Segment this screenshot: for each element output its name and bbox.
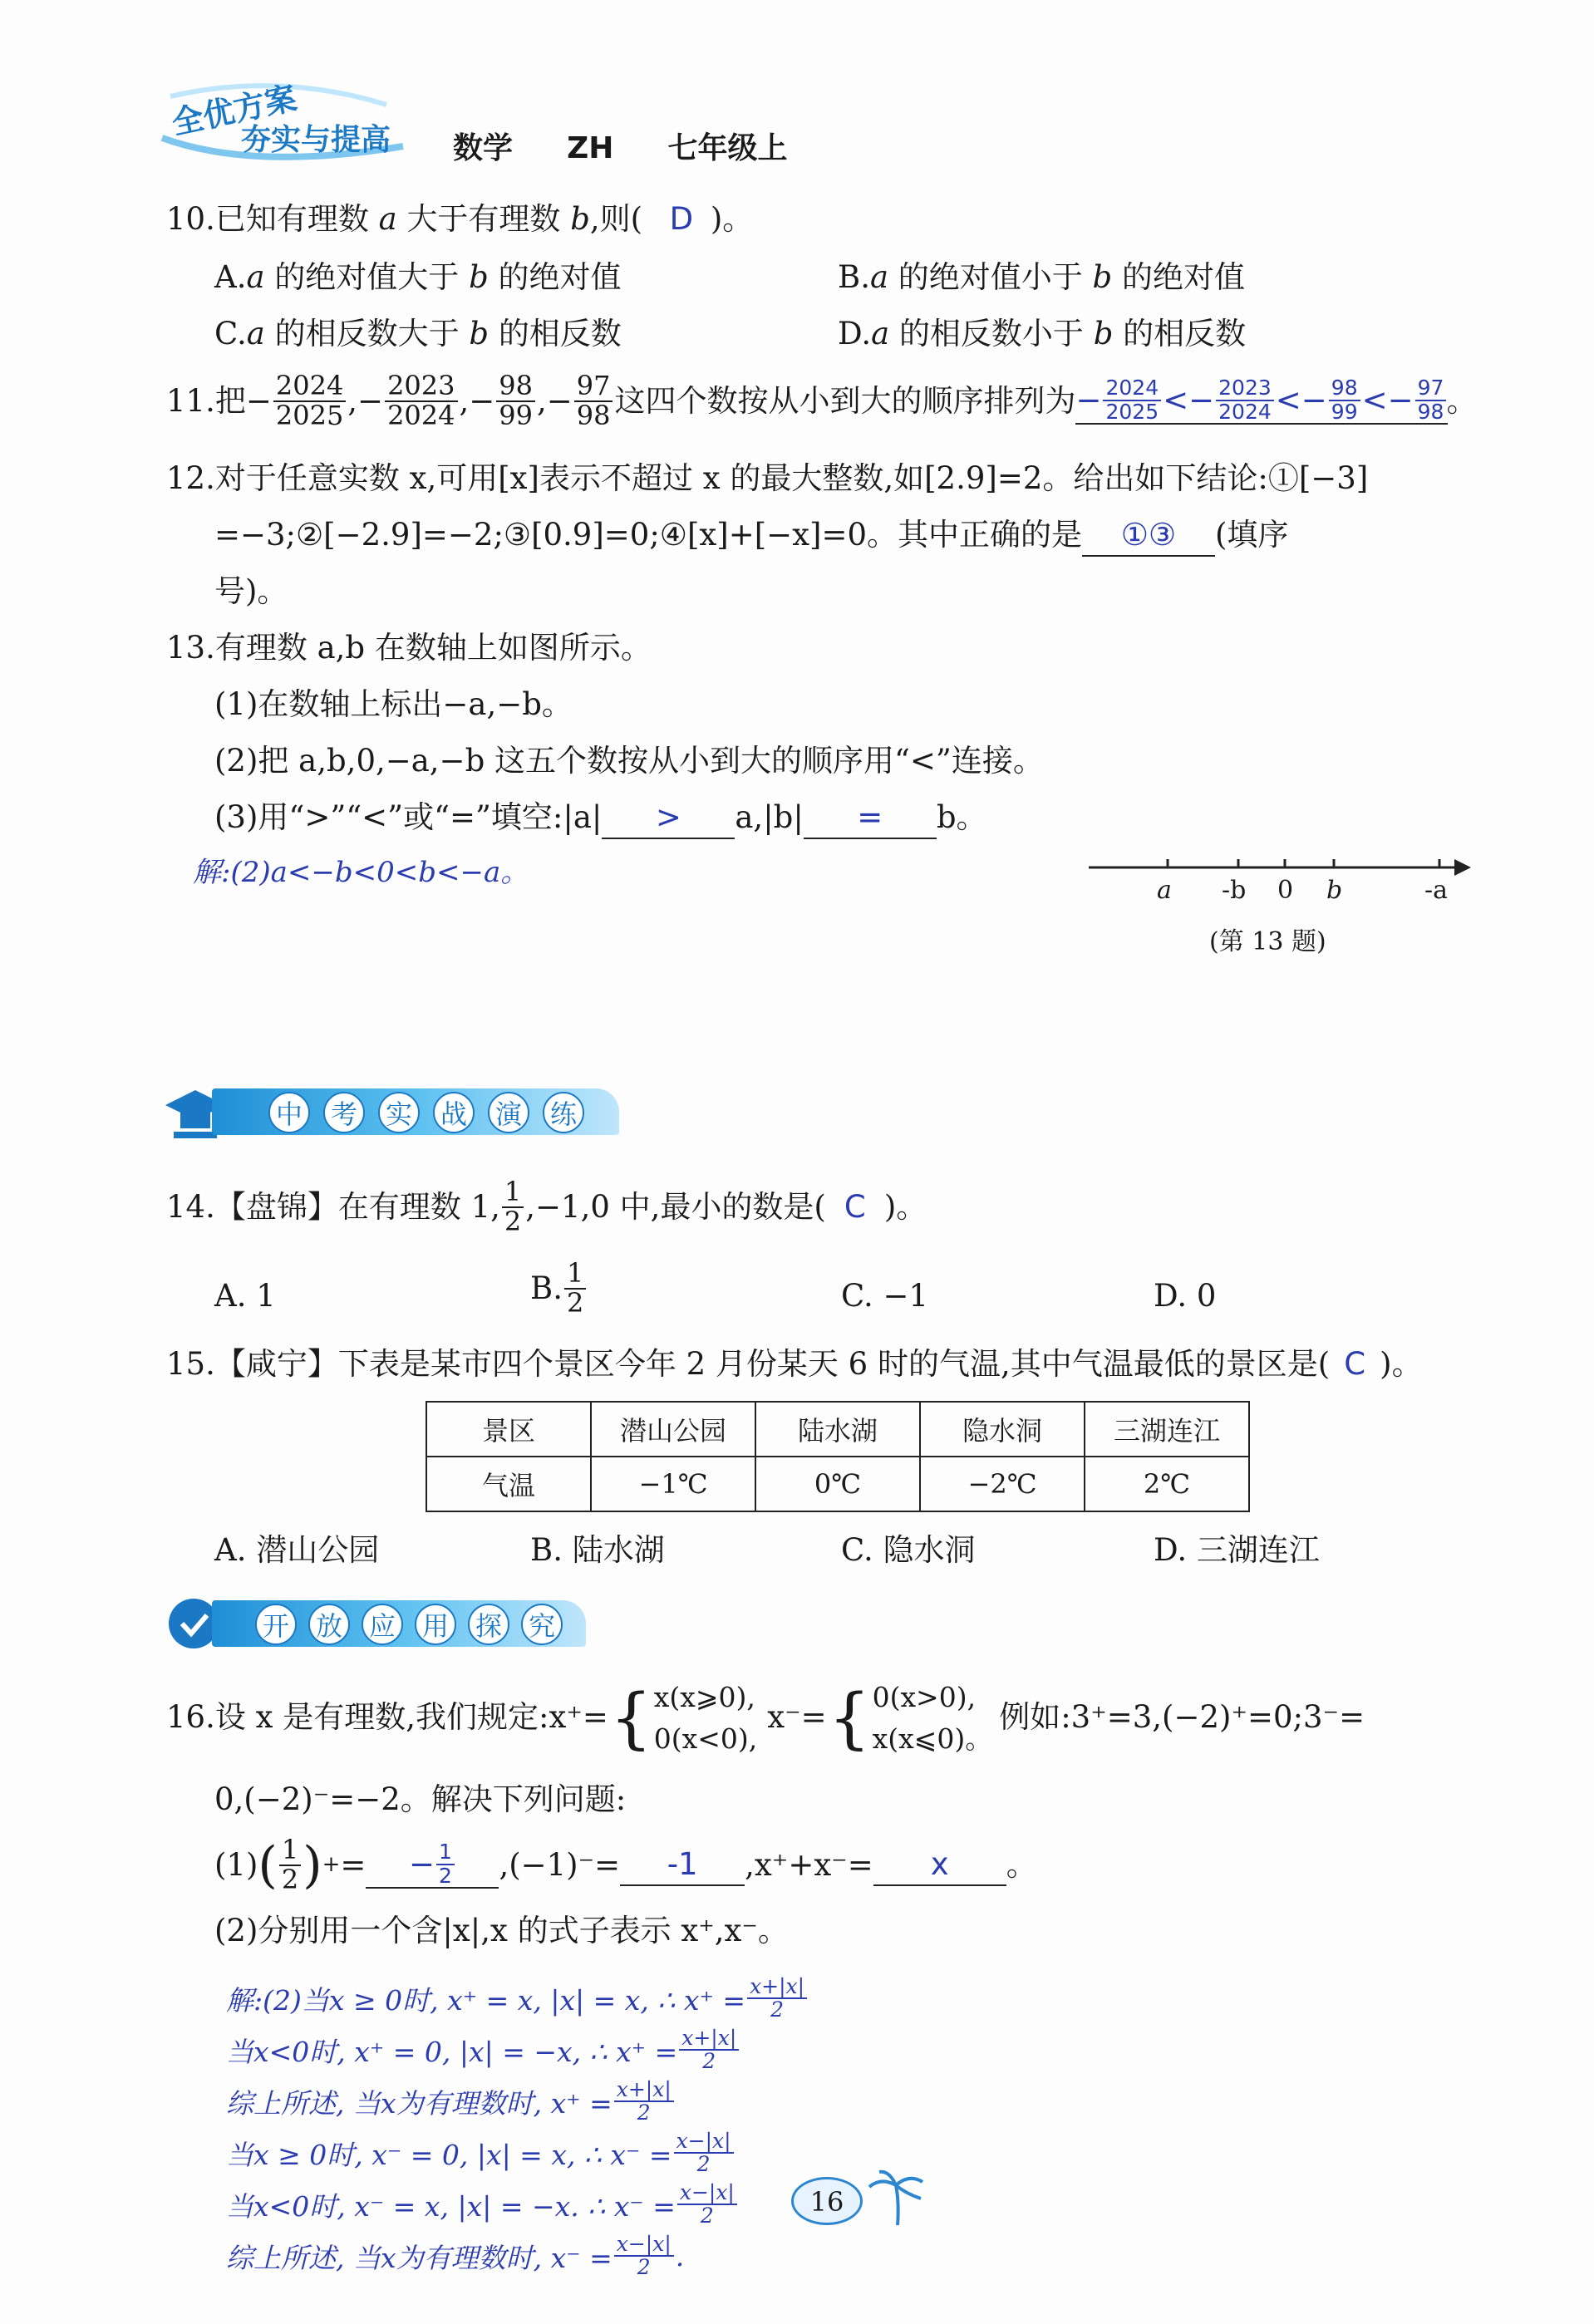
q11-fraction-2: $\frac{2023}{2024}$ <box>385 372 457 430</box>
grade: 七年级上 <box>667 131 788 165</box>
table-cell: 潜山公园 <box>591 1402 755 1457</box>
q15-table <box>426 1401 1250 1512</box>
q14-answer: C <box>844 1188 866 1225</box>
table-row <box>426 1457 1249 1511</box>
q15-option-d: D. 三湖连江 <box>1154 1532 1320 1568</box>
q14-half: $\frac{1}{2}$ <box>502 1178 524 1236</box>
banner-char: 究 <box>521 1604 563 1645</box>
case-minus-2: x(x⩽0)。 <box>872 1722 993 1755</box>
q14-option-d: D. 0 <box>1154 1278 1217 1314</box>
q15-option-c: C. 隐水洞 <box>841 1532 976 1568</box>
q10-option-c: C.a 的相反数大于 b 的相反数 <box>214 316 622 351</box>
axis-label-b: b <box>1326 876 1343 905</box>
edition: ZH <box>567 131 614 165</box>
banner-char: 战 <box>433 1092 475 1133</box>
q12-line3: 号)。 <box>214 573 288 609</box>
axis-label-neg-a: -a <box>1424 876 1449 905</box>
banner-char: 实 <box>378 1092 420 1133</box>
table-cell: 景区 <box>426 1402 591 1457</box>
logo-line1: 全优方案 <box>168 79 300 142</box>
case-minus-1: 0(x>0), <box>872 1681 977 1713</box>
palm-tree-icon <box>864 2169 931 2227</box>
axis-label-a: a <box>1157 876 1172 905</box>
q16-solution-line-5: 当x<0时, x⁻ = x, |x| = −x. ∴ x⁻ = $\frac{x-|x|}{2}$ <box>226 2182 739 2228</box>
q11-fraction-4: $\frac{97}{98}$ <box>574 372 613 430</box>
axis-label-0: 0 <box>1277 876 1294 905</box>
q15-option-a: A. 潜山公园 <box>214 1532 380 1568</box>
q15-answer: C <box>1344 1346 1366 1382</box>
header-logo <box>154 80 411 163</box>
banner-char: 应 <box>362 1604 403 1645</box>
q14-stem: 14.【盘锦】在有理数 1, $\frac{1}{2}$ ,−1,0 中,最小的数是( C )。 <box>166 1176 927 1237</box>
q15-stem: 15.【咸宁】下表是某市四个景区今年 2 月份某天 6 时的气温,其中气温最低的景区是( C )。 <box>166 1344 1423 1384</box>
page-number: 16 <box>791 2177 863 2225</box>
subject: 数学 <box>453 131 514 165</box>
banner-char: 开 <box>255 1604 297 1645</box>
q11-fraction-1: $\frac{2024}{2025}$ <box>273 372 346 430</box>
q10-stem: 10.已知有理数 a 大于有理数 b,则( D )。 <box>166 199 753 239</box>
table-cell: 陆水湖 <box>755 1402 920 1457</box>
q13-stem: 13.有理数 a,b 在数轴上如图所示。 <box>166 630 652 666</box>
q13-sub3: (3)用“>”“<”或“=”填空:|a| > a,|b| = b。 <box>214 798 987 839</box>
header-subject <box>453 125 787 167</box>
q12-line1: 12.对于任意实数 x,可用[x]表示不超过 x 的最大整数,如[2.9]=2。给出如下结论:①[−3] <box>166 460 1369 496</box>
q10-option-b: B.a 的绝对值小于 b 的绝对值 <box>838 259 1245 295</box>
q13-sub1: (1)在数轴上标出−a,−b。 <box>214 686 573 722</box>
q16-answer-1: − $\frac{1}{2}$ <box>409 1841 456 1887</box>
q12-line2: =−3;②[−2.9]=−2;③[0.9]=0;④[x]+[−x]=0。其中正确的是 ①③ (填序 <box>214 515 1288 557</box>
table-cell: 2℃ <box>1085 1457 1249 1511</box>
q13-answer-a: > <box>655 799 681 835</box>
section-banner-exam <box>162 1080 627 1142</box>
case-plus-2: 0(x<0), <box>653 1722 758 1755</box>
q11-answer: − $\frac{2024}{2025}$ < − $\frac{2023}{2024}$ < − $\frac{98}{99}$ < − $\frac{97}{98}$ <box>1075 377 1448 425</box>
q13-solution: 解:(2)a<−b<0<b<−a。 <box>193 856 529 889</box>
q16-stem: 16.设 x 是有理数,我们规定:x⁺= { x(x⩾0), 0(x<0), x⁻= { 0(x>0), x(x⩽0)。 例如:3⁺=3,(−2)⁺=0;3⁻= <box>166 1677 1365 1759</box>
table-row <box>426 1402 1249 1457</box>
banner-char: 练 <box>543 1092 584 1133</box>
table-cell: −1℃ <box>591 1457 755 1511</box>
section-banner-explore <box>162 1592 594 1653</box>
q10-option-d: D.a 的相反数小于 b 的相反数 <box>838 316 1247 351</box>
figure-caption: (第 13 题) <box>1209 927 1326 956</box>
q16-solution-line-1: 解:(2)当x ≥ 0时, x⁺ = x, |x| = x, ∴ x⁺ = $\frac{x+|x|}{2}$ <box>226 1976 809 2022</box>
banner-char: 考 <box>323 1092 365 1133</box>
case-plus-1: x(x⩾0), <box>653 1681 755 1713</box>
q12-answer: ①③ <box>1120 517 1177 553</box>
q16-solution-line-4: 当x ≥ 0时, x⁻ = 0, |x| = x, ∴ x⁻ = $\frac{x-|x|}{2}$ <box>226 2130 736 2176</box>
table-cell: 气温 <box>426 1457 591 1511</box>
banner-char: 演 <box>488 1092 529 1133</box>
q11-fraction-3: $\frac{98}{99}$ <box>496 372 535 430</box>
arrow-icon <box>1454 859 1471 876</box>
logo-line2: 夯实与提高 <box>241 123 391 157</box>
q16-solution-line-3: 综上所述, 当x为有理数时, x⁺ = $\frac{x+|x|}{2}$ <box>226 2079 676 2125</box>
q10-option-a: A.a 的绝对值大于 b 的绝对值 <box>214 259 622 295</box>
q13-answer-b: = <box>857 799 883 835</box>
table-cell: 隐水洞 <box>920 1402 1085 1457</box>
q16-sub1: (1) ( $\frac{1}{2}$ ) + = − $\frac{1}{2}$ ,(−1)⁻= -1 ,x⁺+x⁻= x 。 <box>214 1834 1037 1895</box>
table-cell: −2℃ <box>920 1457 1085 1511</box>
q16-answer-3: x <box>930 1845 949 1882</box>
axis-label-neg-b: -b <box>1222 876 1247 905</box>
q14-option-b: B. $\frac{1}{2}$ <box>530 1260 588 1317</box>
banner-char: 中 <box>268 1092 310 1133</box>
banner-char: 用 <box>415 1604 456 1645</box>
q10-answer: D <box>669 201 694 237</box>
q11-stem: 11.把 − $\frac{2024}{2025}$ ,− $\frac{2023}{2024}$ ,− $\frac{98}{99}$ ,− $\frac{97}{98}$ 这四个数按从小到大的顺序排列为 − $\frac{2024}{2025}$ < − $\frac{2023}{2024}$ < − $\frac{98}{99}$ < − $\frac{97}{98}$ 。 <box>166 370 1478 431</box>
q16-solution-line-2: 当x<0时, x⁺ = 0, |x| = −x, ∴ x⁺ = $\frac{x+|x|}{2}$ <box>226 2027 740 2073</box>
table-cell: 三湖连江 <box>1085 1402 1249 1457</box>
q15-option-b: B. 陆水湖 <box>530 1532 665 1568</box>
q14-option-a: A. 1 <box>214 1278 276 1314</box>
q14-option-c: C. −1 <box>841 1278 929 1314</box>
q13-sub2: (2)把 a,b,0,−a,−b 这五个数按从小到大的顺序用“<”连接。 <box>214 743 1044 779</box>
q16-sub2: (2)分别用一个含|x|,x 的式子表示 x⁺,x⁻。 <box>214 1913 789 1948</box>
table-cell: 0℃ <box>755 1457 920 1511</box>
banner-char: 放 <box>308 1604 350 1645</box>
q16-line2: 0,(−2)⁻=−2。解决下列问题: <box>214 1781 627 1817</box>
banner-char: 探 <box>468 1604 509 1645</box>
q16-solution-line-6: 综上所述, 当x为有理数时, x⁻ = $\frac{x-|x|}{2}$ . <box>226 2232 685 2280</box>
q16-answer-2: -1 <box>667 1845 698 1882</box>
